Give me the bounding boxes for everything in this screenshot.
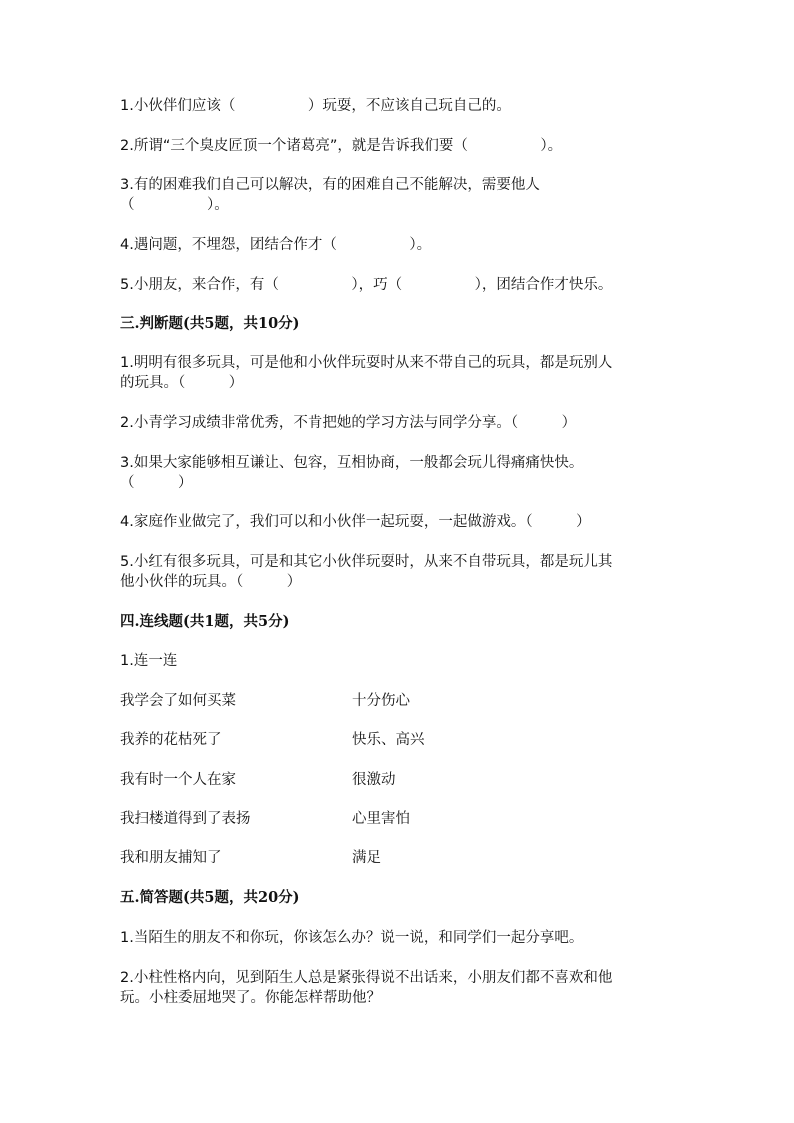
judge-question-1-line-2: 的玩具。（ ） (120, 375, 244, 391)
judge-question-5-line-1: 5.小红有很多玩具，可是和其它小伙伴玩耍时，从来不自带玩具，都是玩儿其 (120, 554, 613, 570)
short-question-2-line-1: 2.小柱性格内向，见到陌生人总是紧张得说不出话来，小朋友们都不喜欢和他 (120, 970, 613, 986)
judge-question-2: 2.小青学习成绩非常优秀，不肯把她的学习方法与同学分享。（ ） (120, 415, 577, 431)
judge-question-1-line-1: 1.明明有很多玩具，可是他和小伙伴玩耍时从来不带自己的玩具，都是玩别人 (120, 355, 613, 371)
short-section-heading: 五.简答题(共5题，共20分) (120, 889, 300, 906)
match-right-item: 满足 (352, 850, 381, 866)
match-right-item: 很激动 (352, 772, 396, 788)
fill-question-5: 5.小朋友，来合作，有（ ），巧（ ），团结合作才快乐。 (120, 277, 613, 293)
fill-question-4: 4.遇问题，不埋怨，团结合作才（ ）。 (120, 237, 432, 253)
match-left-item: 我学会了如何买菜 (120, 693, 236, 709)
judge-question-5-line-2: 他小伙伴的玩具。（ ） (120, 574, 302, 590)
fill-question-1: 1.小伙伴们应该（ ）玩耍，不应该自己玩自己的。 (120, 98, 511, 114)
match-prompt: 1.连一连 (120, 653, 178, 669)
match-left-item: 我养的花枯死了 (120, 732, 222, 748)
match-left-item: 我扫楼道得到了表扬 (120, 811, 251, 827)
fill-question-2: 2.所谓“三个臭皮匠顶一个诸葛亮”，就是告诉我们要（ ）。 (120, 138, 563, 154)
short-question-1: 1.当陌生的朋友不和你玩，你该怎么办？说一说，和同学们一起分享吧。 (120, 930, 584, 946)
match-right-item: 心里害怕 (352, 811, 410, 827)
judge-question-3-line-2: （ ） (120, 475, 193, 491)
judge-question-3-line-1: 3.如果大家能够相互谦让、包容，互相协商，一般都会玩儿得痛痛快快。 (120, 455, 584, 471)
fill-question-3-line-1: 3.有的困难我们自己可以解决，有的困难自己不能解决，需要他人 (120, 177, 540, 193)
judge-section-heading: 三.判断题(共5题，共10分) (120, 315, 300, 332)
judge-question-4: 4.家庭作业做完了，我们可以和小伙伴一起玩耍，一起做游戏。（ ） (120, 514, 591, 530)
match-left-item: 我和朋友捕知了 (120, 850, 222, 866)
match-right-item: 十分伤心 (352, 693, 410, 709)
match-section-heading: 四.连线题(共1题，共5分) (120, 613, 290, 630)
fill-question-3-line-2: （ ）。 (120, 197, 229, 213)
match-right-item: 快乐、高兴 (352, 732, 425, 748)
short-question-2-line-2: 玩。小柱委屈地哭了。你能怎样帮助他？ (120, 990, 381, 1006)
match-left-item: 我有时一个人在家 (120, 772, 236, 788)
